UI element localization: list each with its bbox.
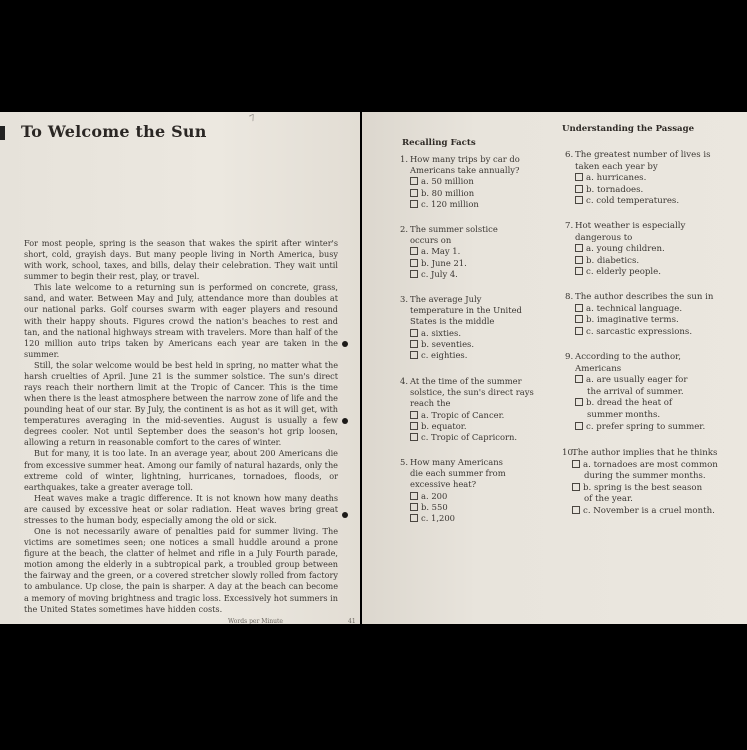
margin-dot: [342, 512, 348, 518]
question-1: [400, 154, 520, 210]
checkbox-icon[interactable]: [410, 433, 418, 441]
checkbox-icon[interactable]: [410, 351, 418, 359]
answer-option[interactable]: a. hurricanes.: [565, 173, 711, 185]
checkbox-icon[interactable]: [572, 483, 580, 491]
checkbox-icon[interactable]: [575, 267, 583, 275]
checkbox-icon[interactable]: [575, 185, 583, 193]
story-paragraph: Still, the solar welcome would be best held in spring, no matter what the harsh cruelties of April. June 21 is the summer solstice. The sun's direct rays reach their northern limit at the Tropic of Cancer. This is the time when there is the least atmosphere between the narrow zone of life and the pounding heat of our star. By July, the continent is as hot as it will get, with temperatures averaging in the mid-seventies. August is usually a few degrees cooler. Not until September does the season's hot grip loosen, allowing a return in reasonable comfort to the cares of winter.: [24, 359, 338, 448]
answer-option[interactable]: b. tornadoes.: [565, 185, 711, 197]
question-2: [400, 224, 498, 280]
question-number: 10.: [562, 448, 576, 458]
checkbox-icon[interactable]: [575, 304, 583, 312]
checkbox-icon[interactable]: [410, 259, 418, 267]
question-stem: 9. According to the author,: [565, 352, 682, 362]
answer-option[interactable]: c. eighties.: [400, 350, 522, 361]
answer-option[interactable]: b. June 21.: [400, 258, 498, 269]
checkbox-icon[interactable]: [575, 244, 583, 252]
answer-option[interactable]: a. technical language.: [565, 304, 713, 316]
answer-option[interactable]: c. elderly people.: [565, 267, 685, 279]
answer-option[interactable]: a. May 1.: [400, 246, 498, 257]
question-stem: temperature in the United: [410, 305, 522, 316]
question-stem: reach the: [410, 398, 451, 409]
checkbox-icon[interactable]: [575, 173, 583, 181]
question-stem: solstice, the sun's direct rays: [410, 387, 534, 398]
question-stem: 2. The summer solstice: [400, 224, 498, 234]
answer-option[interactable]: a. 50 million: [400, 176, 520, 187]
answer-option[interactable]: b. seventies.: [400, 339, 522, 350]
page-stamp: 7: [248, 113, 258, 125]
checkbox-icon[interactable]: [575, 398, 583, 406]
right-page: [362, 112, 747, 624]
answer-option[interactable]: a. sixties.: [400, 328, 522, 339]
checkbox-icon[interactable]: [410, 200, 418, 208]
footer-label: Words per Minute: [228, 618, 283, 624]
question-stem: 8. The author describes the sun in: [565, 292, 714, 302]
checkbox-icon[interactable]: [575, 256, 583, 264]
answer-option[interactable]: b. dread the heat of: [565, 398, 705, 410]
answer-option[interactable]: c. 1,200: [400, 513, 506, 524]
question-7: [565, 221, 685, 279]
question-stem: 7. Hot weather is especially: [565, 221, 686, 231]
question-9: [565, 352, 705, 433]
answer-option[interactable]: a. young children.: [565, 244, 685, 256]
page-number: 41: [348, 618, 356, 624]
answer-option[interactable]: a. 200: [400, 491, 506, 502]
checkbox-icon[interactable]: [410, 189, 418, 197]
answer-option-continued: summer months.: [587, 409, 661, 420]
answer-option-continued: the arrival of summer.: [587, 386, 684, 397]
question-number: 3.: [400, 294, 408, 304]
answer-option[interactable]: c. cold temperatures.: [565, 196, 711, 208]
question-stem: 6. The greatest number of lives is: [565, 150, 711, 160]
answer-option-continued: of the year.: [584, 494, 633, 505]
story-text: [24, 238, 338, 615]
answer-option[interactable]: b. equator.: [400, 421, 534, 432]
chapter-marker: [0, 126, 5, 140]
question-number: 9.: [565, 352, 574, 362]
question-number: 6.: [565, 150, 574, 160]
checkbox-icon[interactable]: [575, 375, 583, 383]
question-4: [400, 376, 534, 443]
understanding-heading: Understanding the Passage: [562, 124, 695, 134]
answer-option[interactable]: c. July 4.: [400, 269, 498, 280]
checkbox-icon[interactable]: [410, 503, 418, 511]
question-stem: 1. How many trips by car do: [400, 154, 520, 164]
question-stem: 3. The average July: [400, 294, 482, 304]
checkbox-icon[interactable]: [410, 411, 418, 419]
checkbox-icon[interactable]: [410, 340, 418, 348]
checkbox-icon[interactable]: [410, 329, 418, 337]
answer-option[interactable]: b. 80 million: [400, 188, 520, 199]
question-5: [400, 457, 506, 524]
story-paragraph: But for many, it is too late. In an average year, about 200 Americans die from excessive summer heat. Among our family of natural hazards, only the extreme cold of winter, lightning, hurricanes, tornadoes, floods, or earthquakes, take a greater average toll.: [24, 448, 338, 492]
question-stem: die each summer from: [410, 468, 506, 479]
question-stem: 4. At the time of the summer: [400, 376, 522, 386]
answer-option[interactable]: a. Tropic of Cancer.: [400, 410, 534, 421]
checkbox-icon[interactable]: [575, 196, 583, 204]
checkbox-icon[interactable]: [410, 270, 418, 278]
margin-dot: [342, 341, 348, 347]
story-paragraph: This late welcome to a returning sun is performed on concrete, grass, sand, and water. Between May and July, attendance more than doubles at our national parks. Golf courses swarm with eager players and resound with their happy shouts. Figures crowd the nation's beaches to rest and tan, and the national highways stream with travelers. More than half of the 120 million auto trips taken by Americans each year are taken in the summer.: [24, 282, 338, 359]
question-stem: States is the middle: [410, 316, 495, 327]
question-stem: dangerous to: [575, 232, 633, 243]
answer-option[interactable]: b. imaginative terms.: [565, 315, 713, 327]
answer-option[interactable]: c. Tropic of Capricorn.: [400, 432, 534, 443]
checkbox-icon[interactable]: [572, 506, 580, 514]
answer-option[interactable]: b. diabetics.: [565, 256, 685, 268]
question-stem: 5. How many Americans: [400, 457, 503, 467]
answer-option[interactable]: a. are usually eager for: [565, 375, 705, 387]
answer-option[interactable]: b. spring is the best season: [562, 483, 718, 495]
story-paragraph: One is not necessarily aware of penalties paid for summer living. The victims are sometimes seen; one notices a small huddle around a prone figure at the beach, the clatter of helmet and rifle in a July Fourth parade, motion among the elderly in a subtropical park, a troubled group between the fairway and the green, or a covered stretcher slowly rolled from factory to ambulance. Up close, the pain is sharper. A day at the beach can become a memory of moving brightness and tragic loss. Excessively hot summers in the United States sometimes have hidden costs.: [24, 526, 338, 614]
story-paragraph: Heat waves make a tragic difference. It is not known how many deaths are caused by excessive heat or solar radiation. Heat waves bring great stresses to the human body, especially among the old or sick.: [24, 492, 338, 525]
question-stem: Americans: [575, 363, 622, 374]
question-6: [565, 150, 711, 208]
question-10: [562, 448, 718, 518]
recalling-facts-heading: Recalling Facts: [402, 138, 476, 148]
question-8: [565, 292, 713, 338]
checkbox-icon[interactable]: [575, 315, 583, 323]
checkbox-icon[interactable]: [410, 422, 418, 430]
answer-option[interactable]: c. prefer spring to summer.: [565, 422, 705, 434]
question-number: 5.: [400, 457, 408, 467]
story-paragraph: For most people, spring is the season that wakes the spirit after winter's short, cold, grayish days. But many people living in North America, busy with work, school, taxes, and bills, delay their celebration. They wait until summer to begin their rest, play, or travel.: [24, 238, 338, 282]
checkbox-icon[interactable]: [410, 247, 418, 255]
question-stem: excessive heat?: [410, 479, 477, 490]
checkbox-icon[interactable]: [575, 422, 583, 430]
question-number: 1.: [400, 154, 408, 164]
answer-option-continued: during the summer months.: [584, 471, 706, 482]
question-number: 2.: [400, 224, 408, 234]
answer-option[interactable]: c. November is a cruel month.: [562, 506, 718, 518]
checkbox-icon[interactable]: [575, 327, 583, 335]
checkbox-icon[interactable]: [410, 492, 418, 500]
question-number: 4.: [400, 376, 408, 386]
checkbox-icon[interactable]: [572, 460, 580, 468]
answer-option[interactable]: c. 120 million: [400, 199, 520, 210]
left-page: [0, 112, 360, 624]
story-title: To Welcome the Sun: [21, 122, 207, 141]
question-stem: Americans take annually?: [410, 165, 520, 176]
answer-option[interactable]: c. sarcastic expressions.: [565, 327, 713, 339]
question-stem: taken each year by: [575, 161, 658, 172]
answer-option[interactable]: a. tornadoes are most common: [562, 460, 718, 472]
checkbox-icon[interactable]: [410, 177, 418, 185]
answer-option[interactable]: b. 550: [400, 502, 506, 513]
question-stem: occurs on: [410, 235, 452, 246]
margin-dot: [342, 418, 348, 424]
question-stem: 10.The author implies that he thinks: [562, 448, 718, 458]
checkbox-icon[interactable]: [410, 514, 418, 522]
question-number: 8.: [565, 292, 574, 302]
question-number: 7.: [565, 221, 574, 231]
question-3: [400, 294, 522, 361]
